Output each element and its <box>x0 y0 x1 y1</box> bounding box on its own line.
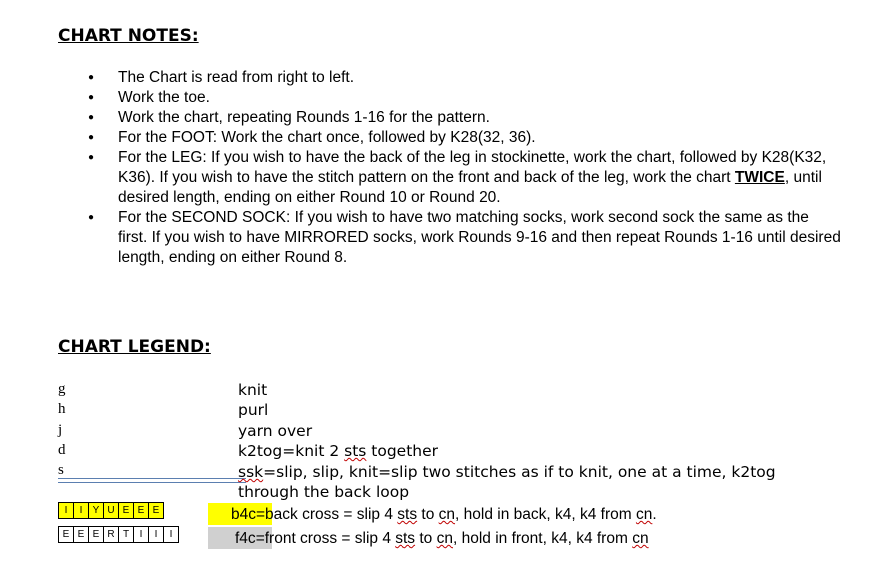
cable-cell: E <box>119 503 134 518</box>
note-item: ● Work the toe. <box>82 88 842 108</box>
cable-cell: I <box>169 529 173 540</box>
cable-text: to <box>415 530 437 547</box>
legend-symbol: j <box>58 422 63 438</box>
note-text: For the LEG: If you wish to have the back of the leg in stockinette, work the chart, followed by K28(K32, K36). If you wish to have the stitch pattern on the front and back of the leg, work the chart <box>118 149 827 186</box>
legend-desc <box>238 462 838 502</box>
cable-cell: Y <box>89 503 104 518</box>
legend-symbol: d <box>58 442 66 458</box>
cable-text: cn <box>436 530 453 547</box>
legend-symbol: g <box>58 381 66 397</box>
cable-front-symbol <box>58 526 179 543</box>
legend-desc <box>238 441 438 461</box>
note-item: ● For the SECOND SOCK: If you wish to have two matching socks, work second sock the same as the first. If you wish to have MIRRORED socks, work Rounds 9-16 and then repeat Rounds 1-16 until desired length, ending on either Round 8. <box>82 208 842 268</box>
cable-cell: E <box>149 503 163 518</box>
cable-cell: I <box>149 527 164 542</box>
cable-cell: E <box>74 527 89 542</box>
cable-back-desc <box>231 505 657 525</box>
legend-text: together <box>366 442 439 460</box>
cable-cell: E <box>134 503 149 518</box>
cable-text: cn <box>632 530 649 547</box>
legend-desc: yarn over <box>238 422 313 440</box>
cable-text: . <box>652 506 657 523</box>
cable-cell: I <box>59 503 74 518</box>
cable-label: b4c <box>231 506 256 523</box>
chart-legend-heading: CHART LEGEND: <box>58 337 211 357</box>
cable-front-desc <box>235 529 649 549</box>
legend-text: ssk <box>238 463 264 481</box>
note-item-leg <box>82 148 842 208</box>
legend-desc: knit <box>238 381 268 399</box>
cable-cell: I <box>74 503 89 518</box>
note-emphasis: TWICE <box>734 169 785 186</box>
cable-back-symbol <box>58 502 164 519</box>
chart-notes-list <box>82 68 842 268</box>
cable-text: cn <box>438 506 456 523</box>
legend-desc: purl <box>238 401 269 419</box>
symbol-underline <box>58 478 246 483</box>
cable-cell: T <box>119 527 134 542</box>
legend-text: =slip, slip, knit=slip two stitches as if to knit, one at a time, k2tog <box>263 463 776 481</box>
note-text: , until desired length, ending on either Round 10 or Round 20. <box>118 169 822 206</box>
legend-symbol: h <box>58 401 66 417</box>
chart-notes-heading: CHART NOTES: <box>58 26 199 46</box>
cable-text: sts <box>395 530 416 547</box>
cable-text: =front cross = slip 4 <box>255 530 396 547</box>
cable-cell: U <box>104 503 119 518</box>
cable-text: =back cross = slip 4 <box>256 506 398 523</box>
cable-text: sts <box>397 506 418 523</box>
cable-label: f4c <box>235 530 256 547</box>
cable-cell: I <box>134 527 149 542</box>
cable-cell: E <box>89 527 104 542</box>
note-item: ● Work the chart, repeating Rounds 1-16 for the pattern. <box>82 108 842 128</box>
legend-text: through the back loop <box>238 483 410 501</box>
cable-cell: E <box>59 527 74 542</box>
legend-text: sts <box>344 442 367 460</box>
cable-cell: R <box>104 527 119 542</box>
cable-text: , hold in front, k4, k4 from <box>452 530 633 547</box>
cable-text: to <box>417 506 439 523</box>
note-item: ● The Chart is read from right to left. <box>82 68 842 88</box>
cable-text: , hold in back, k4, k4 from <box>455 506 636 523</box>
legend-text: k2tog=knit 2 <box>238 442 345 460</box>
legend-symbol: s <box>58 462 64 478</box>
note-item: ● For the FOOT: Work the chart once, followed by K28(32, 36). <box>82 128 842 148</box>
cable-text: cn <box>635 506 653 523</box>
